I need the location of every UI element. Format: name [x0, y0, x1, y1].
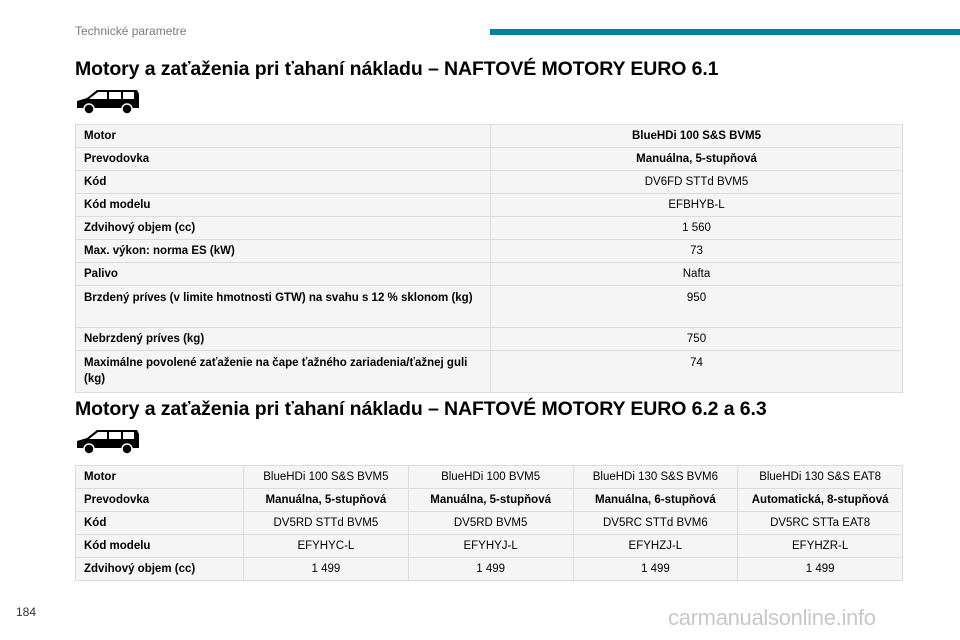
watermark: carmanualsonline.info [668, 605, 876, 630]
header-accent-bar [490, 29, 960, 35]
table-row [76, 286, 903, 328]
cell: EFYHYJ-L [408, 535, 573, 558]
van-icon [75, 426, 141, 456]
row-value: BlueHDi 100 S&S BVM5 [491, 125, 903, 148]
cell: Manuálna, 5-stupňová [408, 489, 573, 512]
cell: Manuálna, 6-stupňová [573, 489, 738, 512]
table-row [76, 512, 903, 535]
row-label: Brzdený príves (v limite hmotnosti GTW) na svahu s 12 % sklonom (kg) [76, 286, 491, 328]
cell: Automatická, 8-stupňová [738, 489, 903, 512]
cell: EFYHZJ-L [573, 535, 738, 558]
cell: DV5RC STTa EAT8 [738, 512, 903, 535]
table-row [76, 263, 903, 286]
row-value: EFBHYB-L [491, 194, 903, 217]
table-row [76, 558, 903, 581]
cell: DV5RD STTd BVM5 [244, 512, 409, 535]
row-value: 74 [491, 351, 903, 393]
row-value: Nafta [491, 263, 903, 286]
table-row [76, 194, 903, 217]
row-value: 750 [491, 328, 903, 351]
header-title: Technické parametre [75, 24, 187, 38]
cell: DV5RC STTd BVM6 [573, 512, 738, 535]
table-row [76, 351, 903, 393]
cell: BlueHDi 100 S&S BVM5 [244, 466, 409, 489]
table-row [76, 171, 903, 194]
cell: BlueHDi 130 S&S EAT8 [738, 466, 903, 489]
table-row [76, 240, 903, 263]
cell: 1 499 [738, 558, 903, 581]
cell: DV5RD BVM5 [408, 512, 573, 535]
cell: BlueHDi 130 S&S BVM6 [573, 466, 738, 489]
cell: 1 499 [244, 558, 409, 581]
specs-table-euro62-63 [75, 465, 903, 581]
table-row [76, 535, 903, 558]
row-label: Kód modelu [76, 535, 244, 558]
row-value: 73 [491, 240, 903, 263]
row-value: 1 560 [491, 217, 903, 240]
row-value: DV6FD STTd BVM5 [491, 171, 903, 194]
van-icon [75, 86, 141, 116]
row-label: Palivo [76, 263, 491, 286]
row-label: Zdvihový objem (cc) [76, 558, 244, 581]
table-row [76, 125, 903, 148]
row-label: Kód [76, 171, 491, 194]
row-label: Kód modelu [76, 194, 491, 217]
row-label: Motor [76, 466, 244, 489]
cell: EFYHZR-L [738, 535, 903, 558]
section2-title: Motory a zaťaženia pri ťahaní nákladu – NAFTOVÉ MOTORY EURO 6.2 a 6.3 [75, 398, 767, 420]
specs-table-euro61 [75, 124, 903, 393]
table-row [76, 148, 903, 171]
row-label: Prevodovka [76, 148, 491, 171]
table-row [76, 489, 903, 512]
row-label: Maximálne povolené zaťaženie na čape ťažného zariadenia/ťažnej guli (kg) [76, 351, 491, 393]
cell: 1 499 [573, 558, 738, 581]
row-label: Nebrzdený príves (kg) [76, 328, 491, 351]
row-label: Max. výkon: norma ES (kW) [76, 240, 491, 263]
row-value: 950 [491, 286, 903, 328]
table-row [76, 328, 903, 351]
row-label: Kód [76, 512, 244, 535]
row-label: Motor [76, 125, 491, 148]
cell: BlueHDi 100 BVM5 [408, 466, 573, 489]
cell: EFYHYC-L [244, 535, 409, 558]
table-row [76, 466, 903, 489]
row-value: Manuálna, 5-stupňová [491, 148, 903, 171]
row-label: Zdvihový objem (cc) [76, 217, 491, 240]
row-label: Prevodovka [76, 489, 244, 512]
cell: Manuálna, 5-stupňová [244, 489, 409, 512]
table-row [76, 217, 903, 240]
cell: 1 499 [408, 558, 573, 581]
page-number: 184 [16, 605, 37, 619]
section1-title: Motory a zaťaženia pri ťahaní nákladu – NAFTOVÉ MOTORY EURO 6.1 [75, 58, 719, 80]
